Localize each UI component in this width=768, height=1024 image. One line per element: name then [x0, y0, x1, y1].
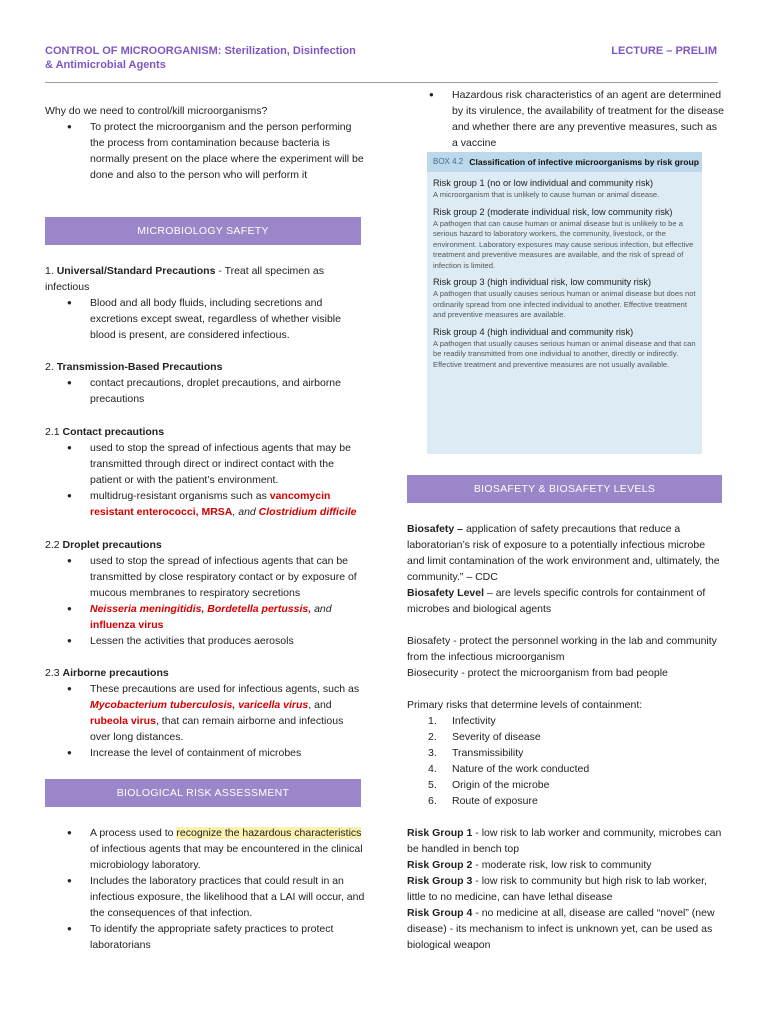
droplet-bullet-2	[45, 601, 365, 633]
biosafety-line-1: Biosafety - protect the personnel working in the lab and community from the infectious microorganism	[407, 635, 717, 663]
universal-bullet: ● Blood and all body fluids, including secretions and excretions except sweat, regardless of whether visible blood is present, are considered infectious.	[45, 295, 365, 343]
transmission-bullet: ● contact precautions, droplet precautions, and airborne precautions	[45, 375, 365, 407]
left-column	[45, 103, 365, 183]
risk-group-4-note	[407, 905, 725, 953]
contact-b2-text: multidrug-resistant organisms such as	[90, 490, 270, 502]
droplet-list	[45, 553, 365, 649]
biosafety-level-text: – are levels specific controls for containment of microbes and biological agents	[407, 587, 706, 615]
risk-assessment-bullet-1	[45, 825, 365, 873]
primary-risks-heading: Primary risks that determine levels of containment:	[407, 699, 643, 711]
risk-group-3-body: A pathogen that usually causes serious human or animal disease but does not ordinarily spread from one infected individual to another. Effective treatment and preventive measures are available.	[433, 289, 696, 319]
contact-num: 2.1	[45, 426, 63, 438]
universal-list	[45, 295, 365, 343]
risk-group-4-head: Risk group 4 (high individual and community risk)	[433, 326, 634, 337]
airborne-b1-rest: , that can remain airborne and infectious over long distances.	[90, 715, 344, 743]
ra-b1-pre: A process used to	[90, 827, 177, 839]
risk-group-3	[427, 277, 702, 321]
risk-group-1-head: Risk group 1 (no or low individual and community risk)	[433, 178, 654, 188]
risk-item-text: Origin of the microbe	[452, 779, 550, 791]
airborne-list	[45, 681, 365, 761]
contact-heading	[45, 424, 365, 440]
transmission-num: 2.	[45, 361, 57, 373]
rg3-text: - low risk to community but high risk to lab worker, little to no medicine, can have lethal disease	[407, 875, 707, 903]
risk-item-text: Severity of disease	[452, 731, 541, 743]
universal-num: 1.	[45, 265, 57, 277]
contact-precautions	[45, 424, 365, 520]
risk-item-text: Infectivity	[452, 715, 496, 727]
airborne-b1-and: , and	[308, 699, 332, 711]
risk-group-4-body: A pathogen that usually causes serious human or animal disease and that can be readily transmitted from one individual to another, directly or indirectly. Effective treatment and preventive measures are not usually available.	[433, 338, 696, 369]
biosecurity-line: Biosecurity - protect the microorganism from bad people	[407, 667, 668, 679]
rg2-text: - moderate risk, low risk to community	[472, 859, 652, 871]
rg4-text: - no medicine at all, disease are called “novel” (new disease) - its mechanism to infect is unknown yet, can be used as biological weapon	[407, 907, 715, 951]
droplet-num: 2.2	[45, 539, 63, 551]
right-top-list	[407, 87, 725, 151]
contact-b2-cdiff: Clostridium difficile	[258, 506, 357, 518]
primary-risks-list	[407, 713, 725, 809]
lecture-label: LECTURE – PRELIM	[611, 45, 717, 57]
rg1-text: - low risk to lab worker and community, microbes can be handled in bench top	[407, 827, 722, 855]
biosafety-level-term: Biosafety Level	[407, 587, 485, 599]
universal-rest: - Treat all specimen as infectious	[45, 265, 324, 293]
droplet-bullet-1: ● used to stop the spread of infectious agents that can be transmitted by close respiratory contact or by exposure of mucous membranes to respiratory secretions	[45, 553, 365, 601]
contact-b2-and: , and	[232, 506, 259, 518]
droplet-b2-and: and	[311, 603, 332, 615]
risk-item-text: Transmissibility	[452, 747, 524, 759]
ra-b1-post: of infectious agents that may be encountered in the clinical microbiology laboratory.	[90, 843, 363, 871]
box-title: Classification of infective microorganisms by risk group	[469, 157, 699, 167]
rg3-term: Risk Group 3	[407, 875, 473, 887]
contact-bullet-2	[45, 488, 365, 520]
risk-group-1-body: A microorganism that is unlikely to cause human or animal disease.	[433, 190, 660, 199]
intro-list	[45, 119, 365, 183]
droplet-bullet-3: ● Lessen the activities that produces aerosols	[45, 633, 365, 649]
risk-group-1-note	[407, 825, 725, 857]
universal-title: Universal/Standard Precautions	[56, 265, 216, 277]
biosafety-def-text: application of safety precautions that reduce a laboratorian’s risk of exposure to a potentially infectious microbe and limit contamination of the work environment and, ultimately, the community.” – CDC	[407, 523, 720, 583]
box-tag: BOX 4.2	[433, 157, 464, 166]
biosafety-term: Biosafety –	[407, 523, 466, 535]
airborne-precautions	[45, 665, 365, 761]
risk-group-4	[427, 327, 702, 371]
transmission-list	[45, 375, 365, 407]
risk-group-2-body: A pathogen that can cause human or animal disease but is unlikely to be a serious hazard to laboratory workers, the community, livestock, or the environment. Laboratory exposures may cause serious infection, but effective treatment and preventive measures are available, and the risk of spread of infection is limited.	[433, 218, 694, 270]
section-bar-biological-risk-assessment: BIOLOGICAL RISK ASSESSMENT	[45, 779, 361, 807]
airborne-b1-rubeola: rubeola virus	[90, 715, 156, 727]
risk-assessment-bullet-2: ● Includes the laboratory practices that could result in an infectious exposure, the likelihood that a LAI will occur, and the consequences of that infection.	[45, 873, 365, 921]
airborne-b1-organisms: Mycobacterium tuberculosis, varicella virus	[90, 699, 309, 711]
airborne-heading	[45, 665, 365, 681]
droplet-b2-organisms: Neisseria meningitidis, Bordetella pertussis,	[90, 603, 312, 615]
intro-question: Why do we need to control/kill microorganisms?	[45, 105, 268, 117]
document-title: CONTROL OF MICROORGANISM: Sterilization, Disinfection & Antimicrobial Agents	[45, 45, 356, 71]
risk-group-2-head: Risk group 2 (moderate individual risk, low community risk)	[433, 206, 673, 217]
risk-item: 2. Severity of disease	[428, 731, 541, 743]
droplet-precautions	[45, 537, 365, 649]
risk-item: 4. Nature of the work conducted	[428, 763, 590, 775]
rg2-term: Risk Group 2	[407, 859, 473, 871]
rg4-term: Risk Group 4	[407, 907, 473, 919]
right-top	[407, 87, 725, 151]
airborne-bullet-2: ● Increase the level of containment of microbes	[45, 745, 365, 761]
intro-bullet: ● To protect the microorganism and the person performing the process from contamination because bacteria is normally present on the place where the experiment will be done and also to the person who will perform it	[45, 119, 365, 183]
risk-group-3-head: Risk group 3 (high individual risk, low community risk)	[433, 277, 652, 287]
airborne-title: Airborne precautions	[62, 667, 169, 679]
contact-title: Contact precautions	[62, 426, 165, 438]
risk-group-2	[427, 207, 702, 272]
risk-assessment	[45, 825, 365, 953]
transmission-title: Transmission-Based Precautions	[56, 361, 223, 373]
biosafety-level-definition	[407, 585, 725, 617]
box-header	[427, 152, 702, 172]
risk-item: 1. Infectivity	[428, 715, 496, 727]
risk-item: 5. Origin of the microbe	[428, 779, 550, 791]
contact-list	[45, 440, 365, 520]
contact-bullet-1: ● used to stop the spread of infectious agents that may be transmitted through direct or indirect contact with the patient or with the patient’s environment.	[45, 440, 365, 488]
header-divider	[45, 82, 718, 83]
droplet-title: Droplet precautions	[62, 539, 162, 551]
section-bar-microbiology-safety: MICROBIOLOGY SAFETY	[45, 217, 361, 245]
universal-precautions	[45, 263, 365, 343]
contact-b2-organisms: vancomycin resistant enterococci, MRSA	[90, 490, 331, 518]
transmission-precautions	[45, 359, 365, 407]
risk-group-2-note	[407, 857, 725, 873]
risk-group-box	[427, 152, 702, 454]
risk-assessment-bullet-3: ● To identify the appropriate safety practices to protect laboratorians	[45, 921, 365, 953]
universal-heading	[45, 263, 365, 295]
risk-item: 3. Transmissibility	[428, 747, 524, 759]
airborne-bullet-1	[45, 681, 365, 745]
rg1-term: Risk Group 1	[407, 827, 473, 839]
biosafety-definition	[407, 521, 725, 585]
risk-group-1	[427, 178, 702, 201]
risk-assessment-list	[45, 825, 365, 953]
airborne-num: 2.3	[45, 667, 63, 679]
droplet-b2-influenza: influenza virus	[90, 619, 164, 631]
section-bar-biosafety-levels: BIOSAFETY & BIOSAFETY LEVELS	[407, 475, 722, 503]
ra-b1-highlight: recognize the hazardous characteristics	[176, 827, 362, 839]
hazard-bullet: ● Hazardous risk characteristics of an agent are determined by its virulence, the availability of treatment for the disease and whether there are any preventive measures, such as a vaccine	[407, 87, 725, 151]
biosafety-text	[407, 521, 725, 953]
risk-group-3-note	[407, 873, 725, 905]
risk-item: 6. Route of exposure	[428, 795, 538, 807]
risk-item-text: Nature of the work conducted	[452, 763, 590, 775]
airborne-b1-text: These precautions are used for infectious agents, such as	[90, 683, 360, 695]
transmission-heading	[45, 359, 365, 375]
droplet-heading	[45, 537, 365, 553]
risk-item-text: Route of exposure	[452, 795, 538, 807]
